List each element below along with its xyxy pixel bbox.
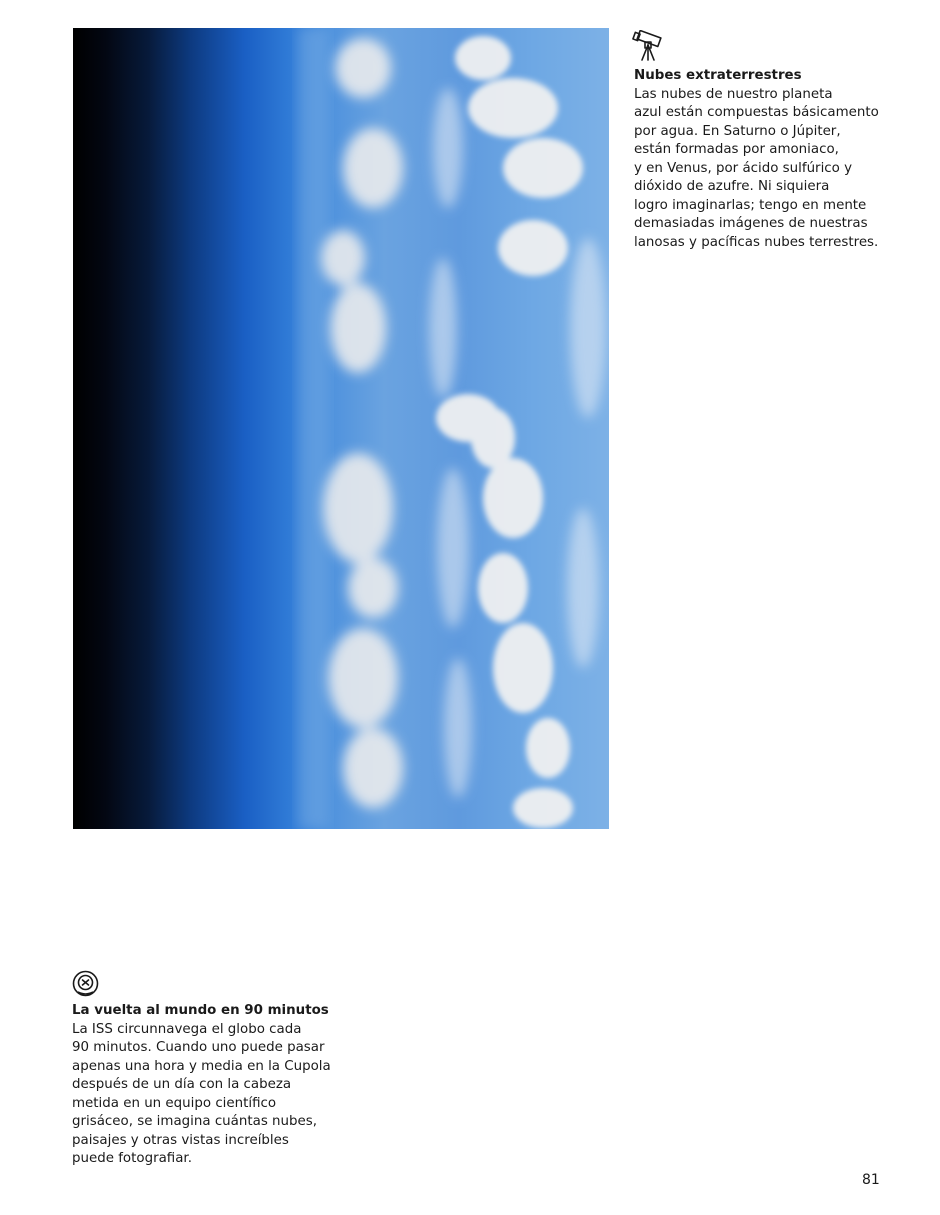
sidebar-body: Las nubes de nuestro planeta azul están compuestas básicamento por agua. En Saturno o Júpiter, están formadas por amoniaco, y en Venus, por ácido sulfúrico y dióxido de azufre. Ni siquiera logro imaginarlas; tengo en mente demasiadas imágenes de nuestras lanosas y pacíficas nubes terrestres. [634, 86, 879, 250]
sidebar-note-clouds [634, 67, 914, 252]
sidebar-title: La vuelta al mundo en 90 minutos [72, 1003, 329, 1018]
page-number: 81 [862, 1172, 880, 1188]
telescope-icon [632, 30, 664, 62]
astronaut-helmet-icon [72, 970, 99, 997]
sidebar-title: Nubes extraterrestres [634, 68, 802, 83]
earth-horizon-photo [73, 28, 609, 829]
cloud-layer [73, 28, 609, 829]
sidebar-body: La ISS circunnavega el globo cada 90 minutos. Cuando uno puede pasar apenas una hora y media en la Cupola después de un día con la cabeza metida en un equipo científico grisáceo, se imagina cuántas nubes, paisajes y otras vistas increíbles puede fotografiar. [72, 1021, 331, 1166]
sidebar-note-orbit [72, 1002, 332, 1169]
